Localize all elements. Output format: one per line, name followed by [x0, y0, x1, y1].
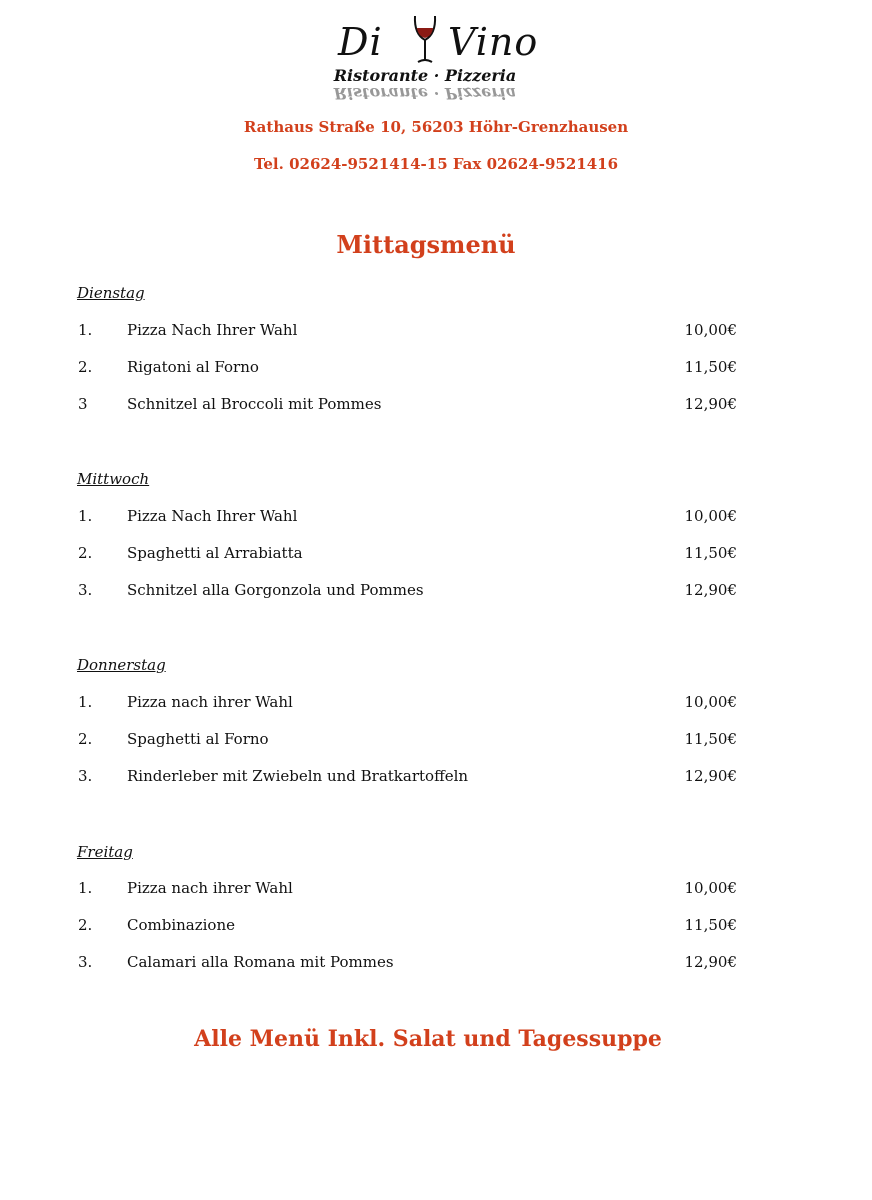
item-name: Pizza nach ihrer Wahl [127, 693, 293, 711]
item-number: 2. [78, 358, 93, 376]
restaurant-address: Rathaus Straße 10, 56203 Höhr-Grenzhausen [243, 118, 629, 136]
logo-subtitle-reflection: Ristorante · Pizzeria [333, 84, 517, 103]
menu-item [0, 767, 872, 789]
item-price: 11,50€ [684, 358, 737, 376]
restaurant-logo [320, 10, 539, 110]
logo-script-left: Di [338, 20, 383, 64]
day-heading-donnerstag: Donnerstag [77, 656, 166, 674]
page-title: Mittagsmenü [336, 230, 516, 259]
menu-item [0, 507, 872, 529]
item-price: 12,90€ [684, 953, 737, 971]
logo-script-right: Vino [448, 20, 539, 64]
menu-item [0, 358, 872, 380]
item-price: 12,90€ [684, 395, 737, 413]
menu-footer-note: Alle Menü Inkl. Salat und Tagessuppe [194, 1026, 662, 1052]
item-name: Combinazione [127, 916, 236, 934]
item-number: 2. [78, 544, 93, 562]
item-price: 12,90€ [684, 767, 737, 785]
item-number: 3 [78, 395, 88, 413]
day-heading-mittwoch: Mittwoch [77, 470, 150, 488]
menu-item [0, 581, 872, 603]
item-price: 10,00€ [684, 507, 737, 525]
day-heading-freitag: Freitag [77, 843, 133, 861]
item-name: Rinderleber mit Zwiebeln und Bratkartoffeln [127, 767, 469, 785]
item-price: 11,50€ [684, 544, 737, 562]
item-price: 10,00€ [684, 879, 737, 897]
item-name: Schnitzel al Broccoli mit Pommes [127, 395, 382, 413]
item-number: 1. [78, 321, 93, 339]
item-number: 2. [78, 730, 93, 748]
menu-item [0, 693, 872, 715]
menu-item [0, 953, 872, 975]
item-name: Spaghetti al Arrabiatta [127, 544, 303, 562]
item-name: Spaghetti al Forno [127, 730, 269, 748]
item-number: 3. [78, 767, 93, 785]
item-price: 11,50€ [684, 916, 737, 934]
item-price: 11,50€ [684, 730, 737, 748]
restaurant-phone: Tel. 02624-9521414-15 Fax 02624-9521416 [253, 155, 619, 173]
item-number: 1. [78, 879, 93, 897]
wine-glass-icon [412, 14, 438, 66]
item-name: Pizza Nach Ihrer Wahl [127, 507, 298, 525]
item-name: Pizza Nach Ihrer Wahl [127, 321, 298, 339]
menu-item [0, 916, 872, 938]
item-price: 10,00€ [684, 321, 737, 339]
item-number: 3. [78, 953, 93, 971]
menu-item [0, 544, 872, 566]
item-name: Schnitzel alla Gorgonzola und Pommes [127, 581, 424, 599]
item-name: Rigatoni al Forno [127, 358, 259, 376]
item-number: 2. [78, 916, 93, 934]
day-heading-dienstag: Dienstag [77, 284, 145, 302]
menu-item [0, 730, 872, 752]
item-name: Calamari alla Romana mit Pommes [127, 953, 394, 971]
item-number: 1. [78, 507, 93, 525]
item-number: 3. [78, 581, 93, 599]
menu-item [0, 321, 872, 343]
item-price: 10,00€ [684, 693, 737, 711]
item-number: 1. [78, 693, 93, 711]
item-name: Pizza nach ihrer Wahl [127, 879, 293, 897]
menu-item [0, 395, 872, 417]
menu-item [0, 879, 872, 901]
item-price: 12,90€ [684, 581, 737, 599]
logo-subtitle: Ristorante · Pizzeria [333, 66, 517, 85]
